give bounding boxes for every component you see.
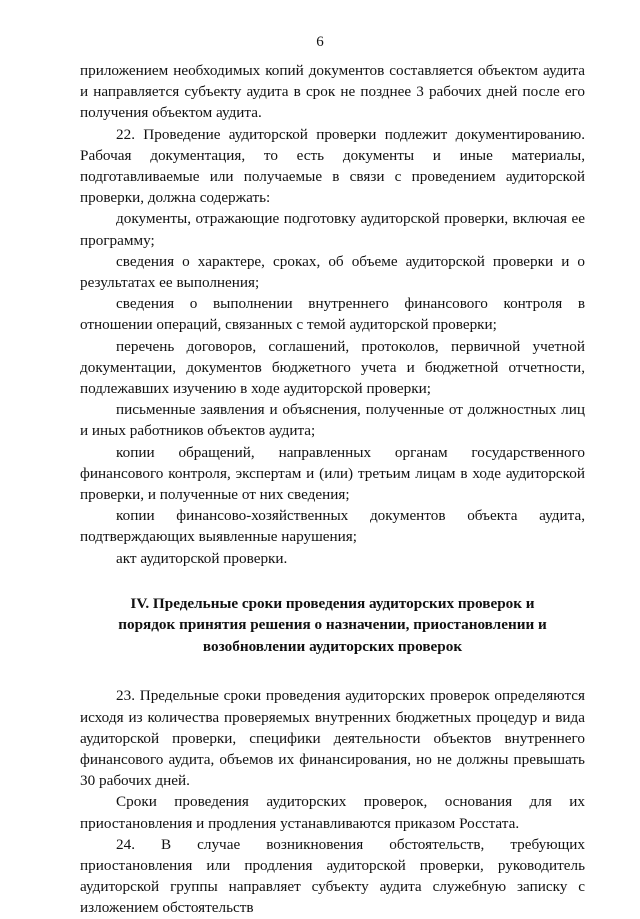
document-body: [80, 60, 585, 919]
list-item: письменные заявления и объяснения, полученные от должностных лиц и иных работников объектов аудита;: [80, 401, 585, 440]
paragraph-23: 23. Предельные сроки проведения аудиторских проверок определяются исходя из количества проверяемых внутренних бюджетных процедур и вида аудиторской проверки, специфики деятельности объектов внутреннего финансового аудита, объемов их финансирования, но не должны превышать 30 рабочих дней.: [80, 687, 585, 790]
section-heading: IV. Предельные сроки проведения аудиторских проверок и порядок принятия решения о назначении, приостановлении и возобновлении аудиторских проверок: [118, 594, 547, 655]
list-item: сведения о характере, сроках, об объеме аудиторской проверки и о результатах ее выполнения;: [80, 252, 585, 292]
list-item: акт аудиторской проверки.: [116, 549, 288, 567]
paragraph-22: 22. Проведение аудиторской проверки подлежит документированию. Рабочая документация, то есть документы и иные материалы, подготавливаемые или получаемые в связи с проведением аудиторской проверки, должна содержать:: [80, 125, 585, 207]
page-number: 6: [316, 34, 324, 50]
list-item: копии финансово-хозяйственных документов объекта аудита, подтверждающих выявленные нарушения;: [80, 507, 585, 546]
list-item: копии обращений, направленных органам государственного финансового контроля, экспертам и (или) третьим лицам в ходе аудиторской проверки, и полученные от них сведения;: [80, 443, 585, 504]
list-item: сведения о выполнении внутреннего финансового контроля в отношении операций, связанных с темой аудиторской проверки;: [80, 295, 585, 334]
paragraph-continuation: приложением необходимых копий документов составляется объектом аудита и направляется субъекту аудита в срок не позднее 3 рабочих дней после его получения объектом аудита.: [80, 62, 585, 122]
list-item: документы, отражающие подготовку аудиторской проверки, включая ее программу;: [80, 210, 585, 249]
paragraph: Сроки проведения аудиторских проверок, основания для их приостановления и продления устанавливаются приказом Росстата.: [80, 793, 585, 832]
paragraph-24: 24. В случае возникновения обстоятельств, требующих приостановления или продления аудиторской проверки, руководитель аудиторской группы направляет субъекту аудита служебную записку с изложением обстоятельств: [80, 835, 585, 917]
list-item: перечень договоров, соглашений, протоколов, первичной учетной документации, документов бюджетного учета и бюджетной отчетности, подлежавших изучению в ходе аудиторской проверки;: [80, 337, 585, 398]
